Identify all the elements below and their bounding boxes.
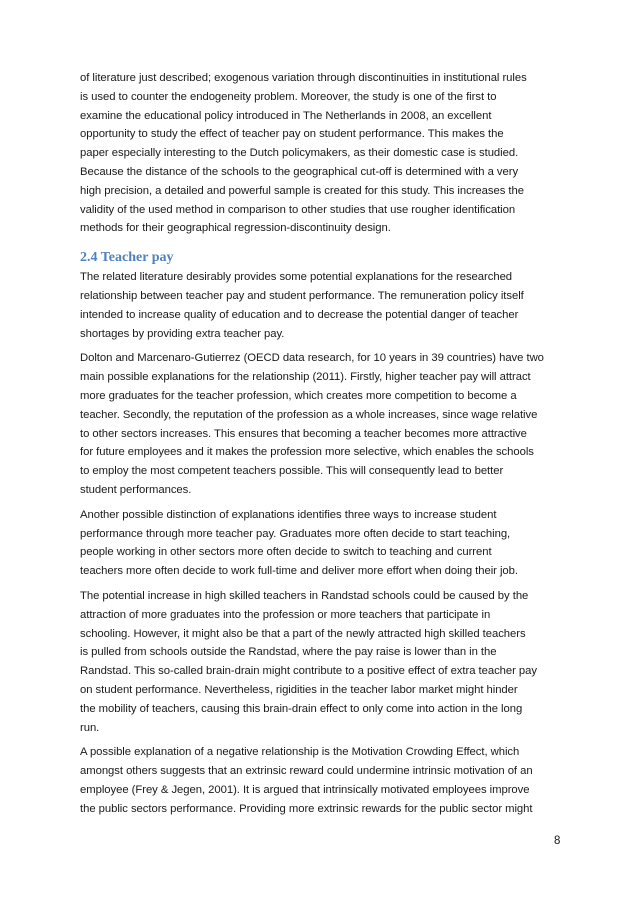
- text-line: Another possible distinction of explanations identifies three ways to increase student: [80, 508, 497, 521]
- text-line: more graduates for the teacher profession, which creates more competition to become a: [80, 389, 517, 402]
- text-line: shortages by providing extra teacher pay.: [80, 327, 285, 340]
- text-line: opportunity to study the effect of teacher pay on student performance. This makes the: [80, 128, 504, 141]
- section-paragraph: [80, 743, 558, 818]
- text-line: performance through more teacher pay. Graduates more often decide to start teaching,: [80, 527, 511, 540]
- text-line: is pulled from schools outside the Randstad, where the pay raise is lower than in the: [80, 646, 497, 659]
- text-line: to other sectors increases. This ensures that becoming a teacher becomes more attractive: [80, 427, 527, 440]
- text-line: main possible explanations for the relationship (2011). Firstly, higher teacher pay will attract: [80, 371, 531, 384]
- intro-paragraph: [80, 69, 558, 238]
- text-line: methods for their geographical regression-discontinuity design.: [80, 222, 391, 235]
- text-line: paper especially interesting to the Dutch policymakers, as their domestic case is studied.: [80, 147, 519, 160]
- text-line: A possible explanation of a negative relationship is the Motivation Crowding Effect, which: [80, 746, 520, 759]
- text-line: employee (Frey & Jegen, 2001). It is argued that intrinsically motivated employees improve: [80, 783, 530, 796]
- text-line: people working in other sectors more often decide to switch to teaching and current: [80, 546, 492, 559]
- text-line: The potential increase in high skilled teachers in Randstad schools could be caused by the: [80, 589, 529, 602]
- section-heading: 2.4 Teacher pay: [80, 250, 174, 266]
- text-line: run.: [80, 721, 100, 734]
- section-paragraph: [80, 506, 558, 581]
- page-content: [80, 69, 558, 818]
- text-line: schooling. However, it might also be that a part of the newly attracted high skilled teachers: [80, 627, 526, 640]
- text-line: of literature just described; exogenous variation through discontinuities in institutional rules: [80, 72, 527, 84]
- text-line: Dolton and Marcenaro-Gutierrez (OECD data research, for 10 years in 39 countries) have two: [80, 352, 544, 365]
- section-paragraph: [80, 587, 558, 737]
- text-line: The related literature desirably provides some potential explanations for the researched: [80, 271, 513, 284]
- text-line: the mobility of teachers, causing this brain-drain effect to only come into action in the long: [80, 702, 523, 715]
- text-line: student performances.: [80, 483, 192, 496]
- text-line: teacher. Secondly, the reputation of the profession as a whole increases, since wage relative: [80, 408, 538, 421]
- text-line: is used to counter the endogeneity problem. Moreover, the study is one of the first to: [80, 90, 497, 103]
- page-number: 8: [554, 835, 561, 847]
- text-line: the public sectors performance. Providing more extrinsic rewards for the public sector might: [80, 802, 533, 815]
- section-paragraph: [80, 349, 558, 499]
- text-line: Randstad. This so-called brain-drain might contribute to a positive effect of extra teacher pay: [80, 665, 538, 678]
- text-line: examine the educational policy introduced in The Netherlands in 2008, an excellent: [80, 109, 492, 122]
- text-line: high precision, a detailed and powerful sample is created for this study. This increases the: [80, 184, 524, 197]
- text-line: on student performance. Nevertheless, rigidities in the teacher labor market might hinder: [80, 683, 518, 696]
- text-line: to employ the most competent teachers possible. This will consequently lead to better: [80, 465, 504, 478]
- text-line: relationship between teacher pay and student performance. The remuneration policy itself: [80, 289, 524, 302]
- text-line: intended to increase quality of education and to decrease the potential danger of teacher: [80, 308, 519, 321]
- text-line: attraction of more graduates into the profession or more teachers that participate in: [80, 608, 491, 621]
- section-paragraph: [80, 268, 558, 343]
- text-line: amongst others suggests that an extrinsic reward could undermine intrinsic motivation of an: [80, 765, 533, 778]
- text-line: Because the distance of the schools to the geographical cut-off is determined with a very: [80, 165, 519, 178]
- text-line: teachers more often decide to work full-time and deliver more effort when doing their job.: [80, 565, 518, 578]
- text-line: for future employees and it makes the profession more selective, which enables the schools: [80, 446, 534, 459]
- text-line: validity of the used method in comparison to other studies that use rougher identification: [80, 203, 516, 216]
